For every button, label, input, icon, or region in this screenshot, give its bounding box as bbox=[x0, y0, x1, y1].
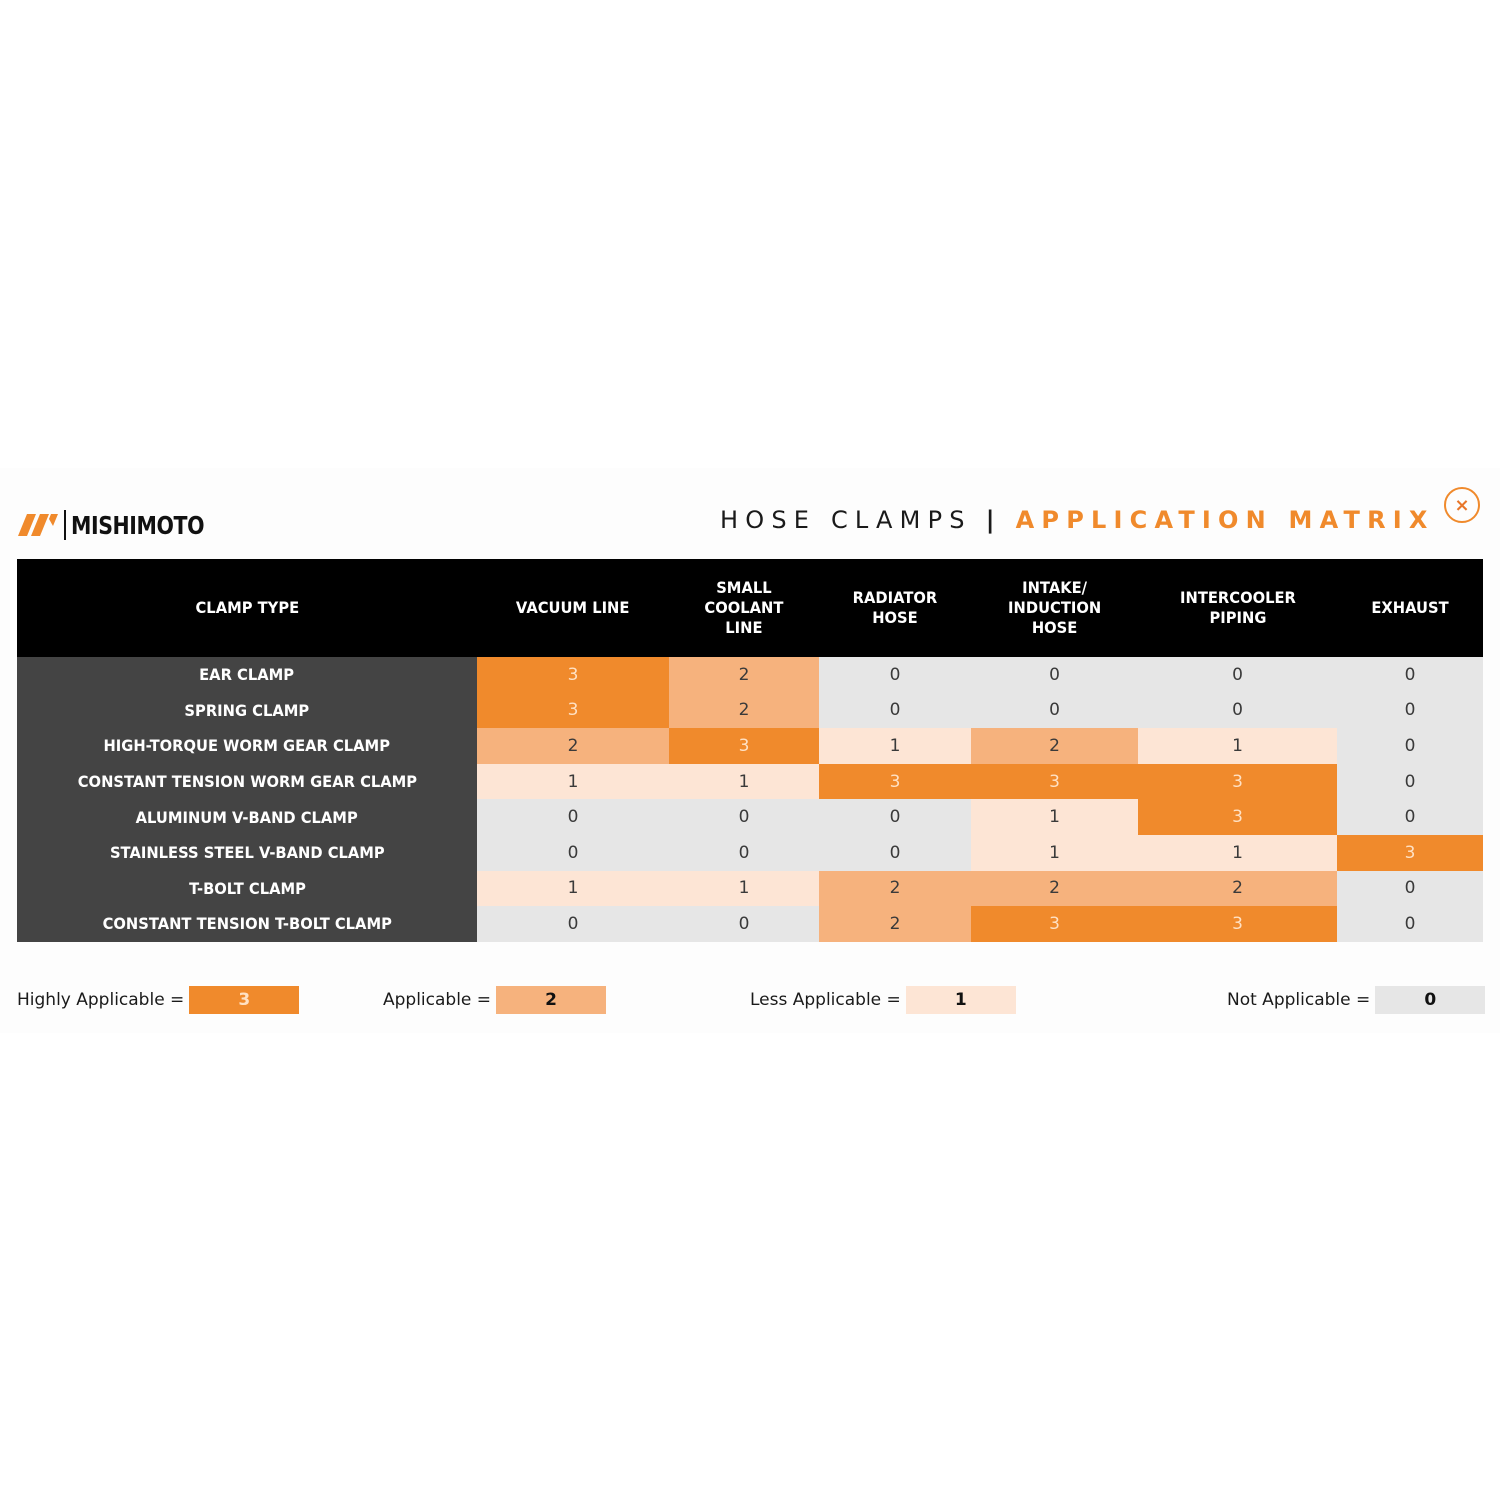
row-label bbox=[17, 657, 477, 693]
row-label-text: ALUMINUM V-BAND CLAMP bbox=[135, 807, 359, 827]
legend-item bbox=[1227, 986, 1485, 1014]
page-title bbox=[720, 504, 1435, 536]
matrix-cell: 2 bbox=[669, 693, 819, 729]
column-header-label: SMALL COOLANT LINE bbox=[704, 578, 784, 637]
column-header-label: EXHAUST bbox=[1371, 598, 1449, 617]
matrix-cell: 0 bbox=[1337, 799, 1483, 835]
table-row bbox=[17, 657, 1483, 693]
matrix-cell: 0 bbox=[819, 657, 971, 693]
matrix-cell: 3 bbox=[819, 764, 971, 800]
row-label-text: CONSTANT TENSION WORM GEAR CLAMP bbox=[77, 772, 417, 792]
column-header bbox=[1138, 559, 1337, 657]
row-label bbox=[17, 799, 477, 835]
row-label-text: STAINLESS STEEL V-BAND CLAMP bbox=[109, 843, 385, 863]
row-label-text: EAR CLAMP bbox=[199, 665, 295, 685]
row-label-text: HIGH-TORQUE WORM GEAR CLAMP bbox=[103, 736, 391, 756]
matrix-cell: 2 bbox=[819, 906, 971, 942]
matrix-cell: 2 bbox=[819, 871, 971, 907]
row-label-text: CONSTANT TENSION T-BOLT CLAMP bbox=[102, 914, 392, 934]
brand-name: MISHIMOTO bbox=[71, 510, 205, 540]
matrix-cell: 0 bbox=[1337, 906, 1483, 942]
legend-swatch: 2 bbox=[496, 986, 606, 1014]
column-header-label: RADIATOR HOSE bbox=[852, 588, 938, 627]
matrix-cell: 3 bbox=[477, 657, 669, 693]
column-header-label: CLAMP TYPE bbox=[195, 598, 299, 617]
table-row bbox=[17, 728, 1483, 764]
matrix-cell: 0 bbox=[819, 835, 971, 871]
legend-swatch: 0 bbox=[1375, 986, 1485, 1014]
column-header bbox=[819, 559, 971, 657]
table-row bbox=[17, 871, 1483, 907]
matrix-cell: 0 bbox=[477, 835, 669, 871]
matrix-cell: 2 bbox=[971, 728, 1138, 764]
column-header-label: INTAKE/ INDUCTION HOSE bbox=[1007, 578, 1102, 637]
matrix-cell: 0 bbox=[477, 799, 669, 835]
row-label bbox=[17, 871, 477, 907]
matrix-cell: 0 bbox=[1337, 693, 1483, 729]
matrix-cell: 1 bbox=[819, 728, 971, 764]
row-label-text: T-BOLT CLAMP bbox=[188, 878, 306, 898]
mishimoto-slash-logo-icon bbox=[18, 514, 58, 536]
legend-label: Less Applicable = bbox=[750, 990, 901, 1010]
matrix-cell: 3 bbox=[971, 906, 1138, 942]
application-matrix-table bbox=[17, 559, 1483, 942]
matrix-cell: 3 bbox=[971, 764, 1138, 800]
row-label bbox=[17, 764, 477, 800]
matrix-cell: 3 bbox=[669, 728, 819, 764]
row-label bbox=[17, 693, 477, 729]
legend-label: Applicable = bbox=[383, 990, 492, 1010]
legend-item bbox=[750, 986, 1016, 1014]
matrix-cell: 0 bbox=[477, 906, 669, 942]
matrix-cell: 1 bbox=[669, 871, 819, 907]
matrix-cell: 0 bbox=[1337, 657, 1483, 693]
matrix-cell: 0 bbox=[669, 906, 819, 942]
table-row bbox=[17, 835, 1483, 871]
close-icon: × bbox=[1454, 494, 1470, 516]
column-header bbox=[669, 559, 819, 657]
matrix-body bbox=[17, 657, 1483, 942]
table-row bbox=[17, 693, 1483, 729]
close-button[interactable] bbox=[1444, 487, 1480, 523]
matrix-cell: 1 bbox=[669, 764, 819, 800]
matrix-cell: 1 bbox=[971, 799, 1138, 835]
matrix-cell: 1 bbox=[477, 764, 669, 800]
matrix-cell: 0 bbox=[669, 835, 819, 871]
matrix-cell: 0 bbox=[819, 693, 971, 729]
matrix-cell: 2 bbox=[1138, 871, 1337, 907]
matrix-cell: 0 bbox=[1138, 657, 1337, 693]
column-header bbox=[971, 559, 1138, 657]
matrix-cell: 3 bbox=[1138, 764, 1337, 800]
matrix-cell: 2 bbox=[477, 728, 669, 764]
logo-divider bbox=[64, 510, 66, 540]
row-label bbox=[17, 906, 477, 942]
matrix-cell: 2 bbox=[669, 657, 819, 693]
title-accent: APPLICATION MATRIX bbox=[1015, 506, 1435, 534]
matrix-cell: 0 bbox=[669, 799, 819, 835]
matrix-cell: 0 bbox=[1138, 693, 1337, 729]
row-label bbox=[17, 835, 477, 871]
table-row bbox=[17, 906, 1483, 942]
legend-swatch: 1 bbox=[906, 986, 1016, 1014]
matrix-cell: 0 bbox=[971, 693, 1138, 729]
matrix-cell: 2 bbox=[971, 871, 1138, 907]
matrix-cell: 1 bbox=[1138, 728, 1337, 764]
legend-label: Not Applicable = bbox=[1227, 990, 1371, 1010]
legend-label: Highly Applicable = bbox=[17, 990, 185, 1010]
column-header bbox=[1337, 559, 1483, 657]
row-label-text: SPRING CLAMP bbox=[184, 700, 310, 720]
table-row bbox=[17, 799, 1483, 835]
column-header-label: INTERCOOLER PIPING bbox=[1179, 588, 1296, 627]
matrix-cell: 1 bbox=[971, 835, 1138, 871]
column-header bbox=[17, 559, 477, 657]
matrix-cell: 3 bbox=[477, 693, 669, 729]
column-header-label: VACUUM LINE bbox=[516, 598, 630, 617]
matrix-cell: 0 bbox=[1337, 764, 1483, 800]
brand-logo bbox=[18, 508, 233, 542]
matrix-cell: 3 bbox=[1138, 799, 1337, 835]
legend-item bbox=[17, 986, 299, 1014]
title-separator: | bbox=[985, 506, 1002, 534]
matrix-cell: 0 bbox=[819, 799, 971, 835]
row-label bbox=[17, 728, 477, 764]
column-header bbox=[477, 559, 669, 657]
header-row bbox=[17, 559, 1483, 657]
matrix-cell: 0 bbox=[971, 657, 1138, 693]
table-row bbox=[17, 764, 1483, 800]
matrix-cell: 3 bbox=[1337, 835, 1483, 871]
matrix-cell: 3 bbox=[1138, 906, 1337, 942]
matrix-cell: 0 bbox=[1337, 871, 1483, 907]
matrix-cell: 1 bbox=[1138, 835, 1337, 871]
matrix-cell: 0 bbox=[1337, 728, 1483, 764]
legend-item bbox=[383, 986, 606, 1014]
title-main: HOSE CLAMPS bbox=[720, 506, 972, 534]
matrix-cell: 1 bbox=[477, 871, 669, 907]
legend-swatch: 3 bbox=[189, 986, 299, 1014]
